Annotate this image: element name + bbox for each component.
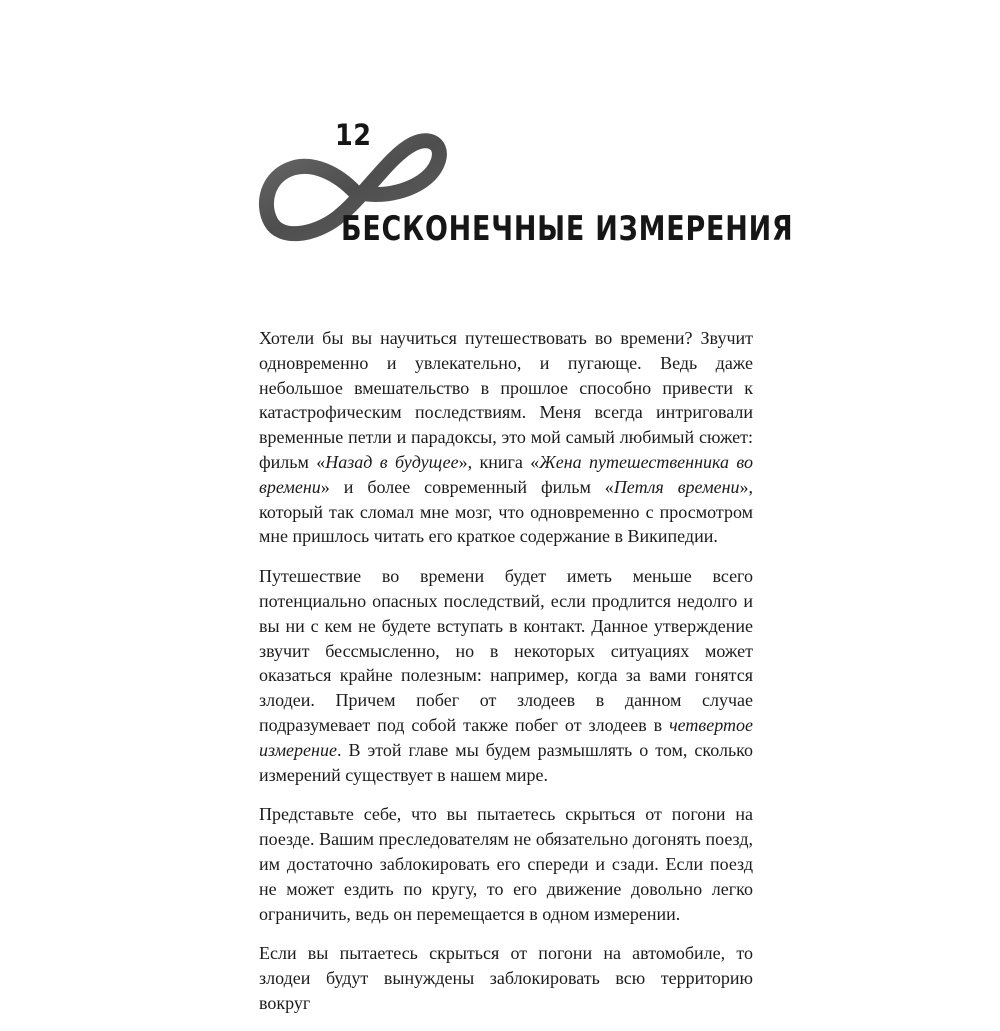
emphasis-term: четвертое измерение bbox=[259, 714, 753, 760]
chapter-title: БЕСКОНЕЧНЫЕ ИЗМЕРЕНИЯ bbox=[341, 209, 794, 249]
chapter-number: 12 bbox=[335, 118, 372, 152]
film-title: Петля времени bbox=[613, 476, 740, 497]
text-span: », книга « bbox=[458, 451, 540, 472]
paragraph-train bbox=[259, 802, 753, 926]
paragraph-car bbox=[259, 941, 753, 1015]
text-span: Если вы пытаетесь скрыться от погони на автомобиле, то злодеи будут вынуждены заблокировать всю территорию вокруг bbox=[259, 943, 753, 1013]
paragraph-escape bbox=[259, 564, 753, 787]
paragraph-intro bbox=[259, 326, 753, 549]
chapter-heading bbox=[255, 118, 794, 268]
text-span: », который так сломал мне мозг, что одновременно с просмотром мне пришлось читать его краткое содержание в Википедии. bbox=[259, 476, 753, 547]
text-span: » и более современный фильм « bbox=[320, 476, 614, 497]
text-span: Хотели бы вы научиться путешествовать во времени? Звучит одновременно и увлекательно, и пугающе. Ведь даже небольшое вмешательство в прошлое способно привести к катастрофическим последствиям. Меня всегда интриговали временные петли и парадоксы, это мой самый любимый сюжет: фильм « bbox=[259, 328, 753, 472]
chapter-body bbox=[259, 326, 753, 1031]
text-span: Представьте себе, что вы пытаетесь скрыться от погони на поезде. Вашим преследователям не обязательно догонять поезд, им достаточно заблокировать его спереди и сзади. Если поезд не может ездить по кругу, то его движение довольно легко ограничить, ведь он перемещается в одном измерении. bbox=[259, 804, 753, 924]
text-span: Путешествие во времени будет иметь меньше всего потенциально опасных последствий, если продлится недолго и вы ни с кем не будете вступать в контакт. Данное утверждение звучит бессмысленно, но в некоторых ситуациях может оказаться крайне полезным: например, когда за вами гонятся злодеи. Причем побег от злодеев в данном случае подразумевает под собой также побег от злодеев в bbox=[259, 566, 753, 735]
text-span: . В этой главе мы будем размышлять о том, сколько измерений существует в нашем мире. bbox=[259, 739, 753, 785]
book-title: Жена путешественника во времени bbox=[259, 451, 753, 497]
film-title: Назад в будущее bbox=[325, 451, 459, 472]
